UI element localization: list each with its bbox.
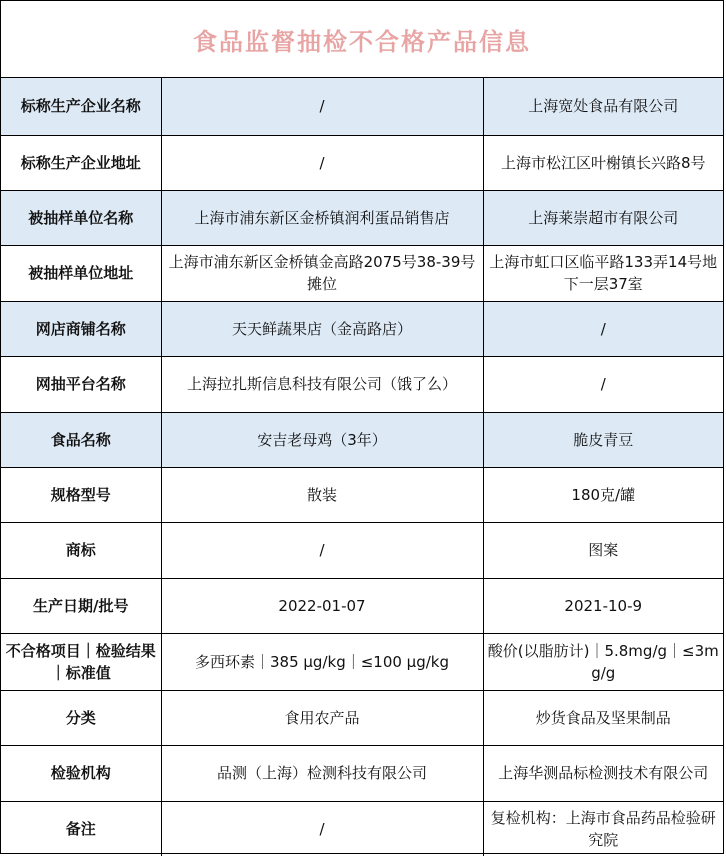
sample-2-cell: 上海宽处食品有限公司 (483, 78, 723, 135)
page-title: 食品监督抽检不合格产品信息 (1, 1, 723, 78)
info-table-body (1, 78, 723, 856)
table-row (1, 801, 723, 856)
sample-1-cell: 多西环素｜385 μg/kg｜≤100 μg/kg (161, 633, 483, 690)
table-row (1, 78, 723, 135)
table-row (1, 245, 723, 301)
table-row (1, 633, 723, 690)
sample-2-cell: 180克/罐 (483, 467, 723, 522)
sample-1-cell: / (161, 801, 483, 856)
sample-1-cell: 2022-01-07 (161, 578, 483, 633)
table-row (1, 356, 723, 412)
sample-1-cell: 散装 (161, 467, 483, 522)
sample-2-cell: / (483, 356, 723, 412)
row-label: 商标 (1, 522, 161, 578)
row-label: 不合格项目｜检验结果｜标准值 (1, 633, 161, 690)
table-row (1, 467, 723, 522)
sample-2-cell: 复检机构：上海市食品药品检验研究院 (483, 801, 723, 856)
sample-2-cell: 脆皮青豆 (483, 412, 723, 467)
table-row (1, 522, 723, 578)
table-row (1, 745, 723, 801)
row-label: 网店商铺名称 (1, 301, 161, 356)
sample-1-cell: 上海市浦东新区金桥镇润利蛋品销售店 (161, 190, 483, 245)
row-label: 网抽平台名称 (1, 356, 161, 412)
row-label: 备注 (1, 801, 161, 856)
row-label: 标称生产企业名称 (1, 78, 161, 135)
row-label: 检验机构 (1, 745, 161, 801)
sample-2-cell: 炒货食品及坚果制品 (483, 690, 723, 745)
sample-1-cell: / (161, 522, 483, 578)
info-table (1, 78, 723, 856)
row-label: 被抽样单位地址 (1, 245, 161, 301)
sample-1-cell: 品测（上海）检测科技有限公司 (161, 745, 483, 801)
row-label: 食品名称 (1, 412, 161, 467)
row-label: 分类 (1, 690, 161, 745)
table-row (1, 578, 723, 633)
sample-1-cell: / (161, 135, 483, 190)
sample-2-cell: 图案 (483, 522, 723, 578)
table-row (1, 412, 723, 467)
sample-1-cell: 安吉老母鸡（3年） (161, 412, 483, 467)
sample-1-cell: / (161, 78, 483, 135)
sample-2-cell: 上海市虹口区临平路133弄14号地下一层37室 (483, 245, 723, 301)
table-row (1, 190, 723, 245)
table-row (1, 135, 723, 190)
sample-1-cell: 食用农产品 (161, 690, 483, 745)
row-label: 被抽样单位名称 (1, 190, 161, 245)
row-label: 规格型号 (1, 467, 161, 522)
sample-1-cell: 上海拉扎斯信息科技有限公司（饿了么） (161, 356, 483, 412)
sample-2-cell: 上海华测品标检测技术有限公司 (483, 745, 723, 801)
row-label: 生产日期/批号 (1, 578, 161, 633)
row-label: 标称生产企业地址 (1, 135, 161, 190)
sample-1-cell: 上海市浦东新区金桥镇金高路2075号38-39号摊位 (161, 245, 483, 301)
sample-2-cell: 2021-10-9 (483, 578, 723, 633)
sample-1-cell: 天天鲜蔬果店（金高路店） (161, 301, 483, 356)
table-row (1, 301, 723, 356)
sample-2-cell: 上海莱崇超市有限公司 (483, 190, 723, 245)
sample-2-cell: / (483, 301, 723, 356)
sample-2-cell: 酸价(以脂肪计)｜5.8mg/g｜≤3mg/g (483, 633, 723, 690)
sample-2-cell: 上海市松江区叶榭镇长兴路8号 (483, 135, 723, 190)
table-row (1, 690, 723, 745)
